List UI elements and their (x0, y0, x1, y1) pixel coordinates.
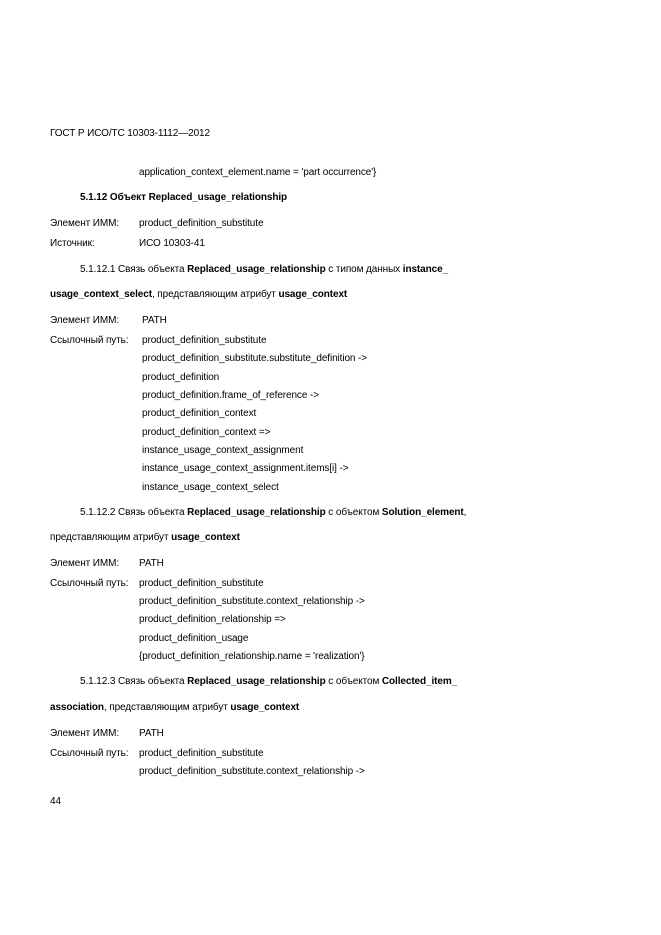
sub2-entity: Replaced_usage_relationship (187, 507, 326, 518)
sub2-attribute: usage_context (171, 532, 240, 543)
path-line: product_definition_substitute (142, 335, 267, 346)
sub1-ref-label: Ссылочный путь: (50, 335, 129, 346)
section-number: 5.1.12 (80, 192, 108, 203)
section-heading (80, 192, 287, 203)
sub3-text-1: Связь объекта (118, 676, 185, 687)
path-line: product_definition_context => (142, 427, 271, 438)
path-line: instance_usage_context_assignment.items[i] -> (142, 463, 349, 474)
section-source-label: Источник: (50, 238, 95, 249)
section-element-value: product_definition_substitute (139, 218, 264, 229)
path-line: product_definition_substitute.context_relationship -> (139, 596, 365, 607)
path-line: product_definition_usage (139, 633, 249, 644)
sub1-heading-line2 (50, 289, 347, 300)
sub2-comma: , (463, 507, 467, 518)
page-number: 44 (50, 796, 61, 807)
sub1-type-cont: usage_context_select (50, 289, 152, 300)
sub1-element-label: Элемент ИММ: (50, 315, 119, 326)
sub2-element-value: PATH (139, 558, 164, 569)
sub3-number: 5.1.12.3 (80, 676, 116, 687)
sub2-text-2: с объектом (328, 507, 380, 518)
sub1-text-2: с типом данных (328, 264, 401, 275)
section-element-label: Элемент ИММ: (50, 218, 119, 229)
path-line: product_definition_substitute.context_relationship -> (139, 766, 365, 777)
sub3-heading (80, 676, 457, 687)
sub3-target: Collected_item_ (381, 676, 458, 687)
intro-line: application_context_element.name = 'part occurrence'} (139, 167, 377, 178)
sub3-element-label: Элемент ИММ: (50, 728, 119, 739)
sub2-element-label: Элемент ИММ: (50, 558, 119, 569)
sub3-entity: Replaced_usage_relationship (187, 676, 326, 687)
path-line: product_definition_substitute.substitute_definition -> (142, 353, 368, 364)
sub3-attribute: usage_context (230, 702, 300, 713)
path-line: product_definition (142, 372, 220, 383)
path-line: instance_usage_context_assignment (142, 445, 304, 456)
section-title-word: Объект (109, 192, 146, 203)
sub1-attribute: usage_context (278, 289, 348, 300)
sub1-entity: Replaced_usage_relationship (187, 264, 326, 275)
sub2-heading-line2 (50, 532, 240, 543)
sub1-type: instance_ (402, 264, 449, 275)
path-line: instance_usage_context_select (142, 482, 279, 493)
sub3-text-3: , представляющим атрибут (103, 702, 228, 713)
path-line: product_definition_relationship => (139, 614, 286, 625)
section-title-name: Replaced_usage_relationship (148, 192, 288, 203)
sub1-element-value: PATH (142, 315, 167, 326)
section-source-value: ИСО 10303-41 (139, 238, 205, 249)
path-line: product_definition_context (142, 408, 257, 419)
path-line: product_definition.frame_of_reference -> (142, 390, 319, 401)
sub1-heading (80, 264, 448, 275)
sub3-target-cont: association (50, 702, 104, 713)
sub2-ref-label: Ссылочный путь: (50, 578, 129, 589)
sub1-number: 5.1.12.1 (80, 264, 116, 275)
sub3-element-value: PATH (139, 728, 164, 739)
sub2-number: 5.1.12.2 (80, 507, 116, 518)
sub2-heading (80, 507, 466, 518)
sub1-text-3: , представляющим атрибут (151, 289, 276, 300)
document-header: ГОСТ Р ИСО/ТС 10303-1112—2012 (50, 128, 210, 139)
sub3-heading-line2 (50, 702, 299, 713)
sub2-target: Solution_element (381, 507, 464, 518)
sub3-text-2: с объектом (328, 676, 380, 687)
path-line: product_definition_substitute (139, 748, 264, 759)
sub1-text-1: Связь объекта (118, 264, 185, 275)
path-line: {product_definition_relationship.name = 'realization'} (139, 651, 365, 662)
path-line: product_definition_substitute (139, 578, 264, 589)
sub2-text-1: Связь объекта (118, 507, 185, 518)
sub2-text-3: представляющим атрибут (50, 532, 169, 543)
sub3-ref-label: Ссылочный путь: (50, 748, 129, 759)
